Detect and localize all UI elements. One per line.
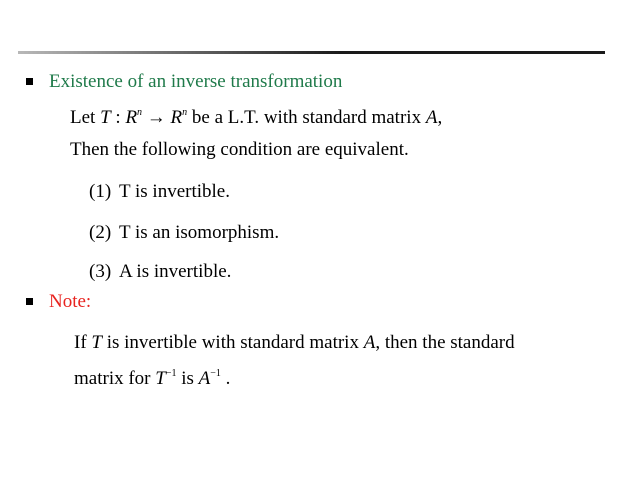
top-divider [18,51,605,54]
symbol-t: T [100,107,111,128]
note-text: is invertible with standard matrix [101,332,364,353]
condition-text: T is an isomorphism. [119,222,280,243]
symbol-r: R [170,107,183,128]
note-text: matrix for [74,368,156,389]
bullet-icon [26,298,33,305]
arrow-icon: → [142,107,171,128]
note-text: . [220,368,231,389]
equivalence-line: Then the following condition are equivalent. [70,139,409,160]
let-text: Let [70,107,101,128]
condition-text: T is invertible. [119,181,230,202]
definition-line [70,107,442,129]
exponent-n: n [137,107,143,118]
note-heading: Note: [49,291,92,312]
symbol-r: R [125,107,138,128]
condition-number: (2) [89,222,112,243]
note-line [74,368,230,390]
note-line [74,332,515,354]
note-text: is [176,368,199,389]
condition-item [89,261,231,283]
symbol-a: A [425,107,438,128]
section-heading: Existence of an inverse transformation [49,71,343,92]
note-text: If [74,332,92,353]
condition-number: (3) [89,261,112,282]
symbol-t: T [91,332,102,353]
exponent-n: n [182,107,188,118]
condition-item [89,222,279,244]
condition-number: (1) [89,181,112,202]
definition-rest: be a L.T. with standard matrix [187,107,426,128]
symbol-a: A [198,368,211,389]
inverse-exponent: −1 [165,368,177,379]
comma: , [437,107,443,128]
symbol-a: A [363,332,376,353]
colon: : [110,107,126,128]
inverse-exponent: −1 [210,368,221,379]
symbol-t: T [155,368,166,389]
note-text: , then the standard [375,332,515,353]
bullet-icon [26,78,33,85]
condition-item [89,181,230,203]
condition-text: A is invertible. [119,261,232,282]
